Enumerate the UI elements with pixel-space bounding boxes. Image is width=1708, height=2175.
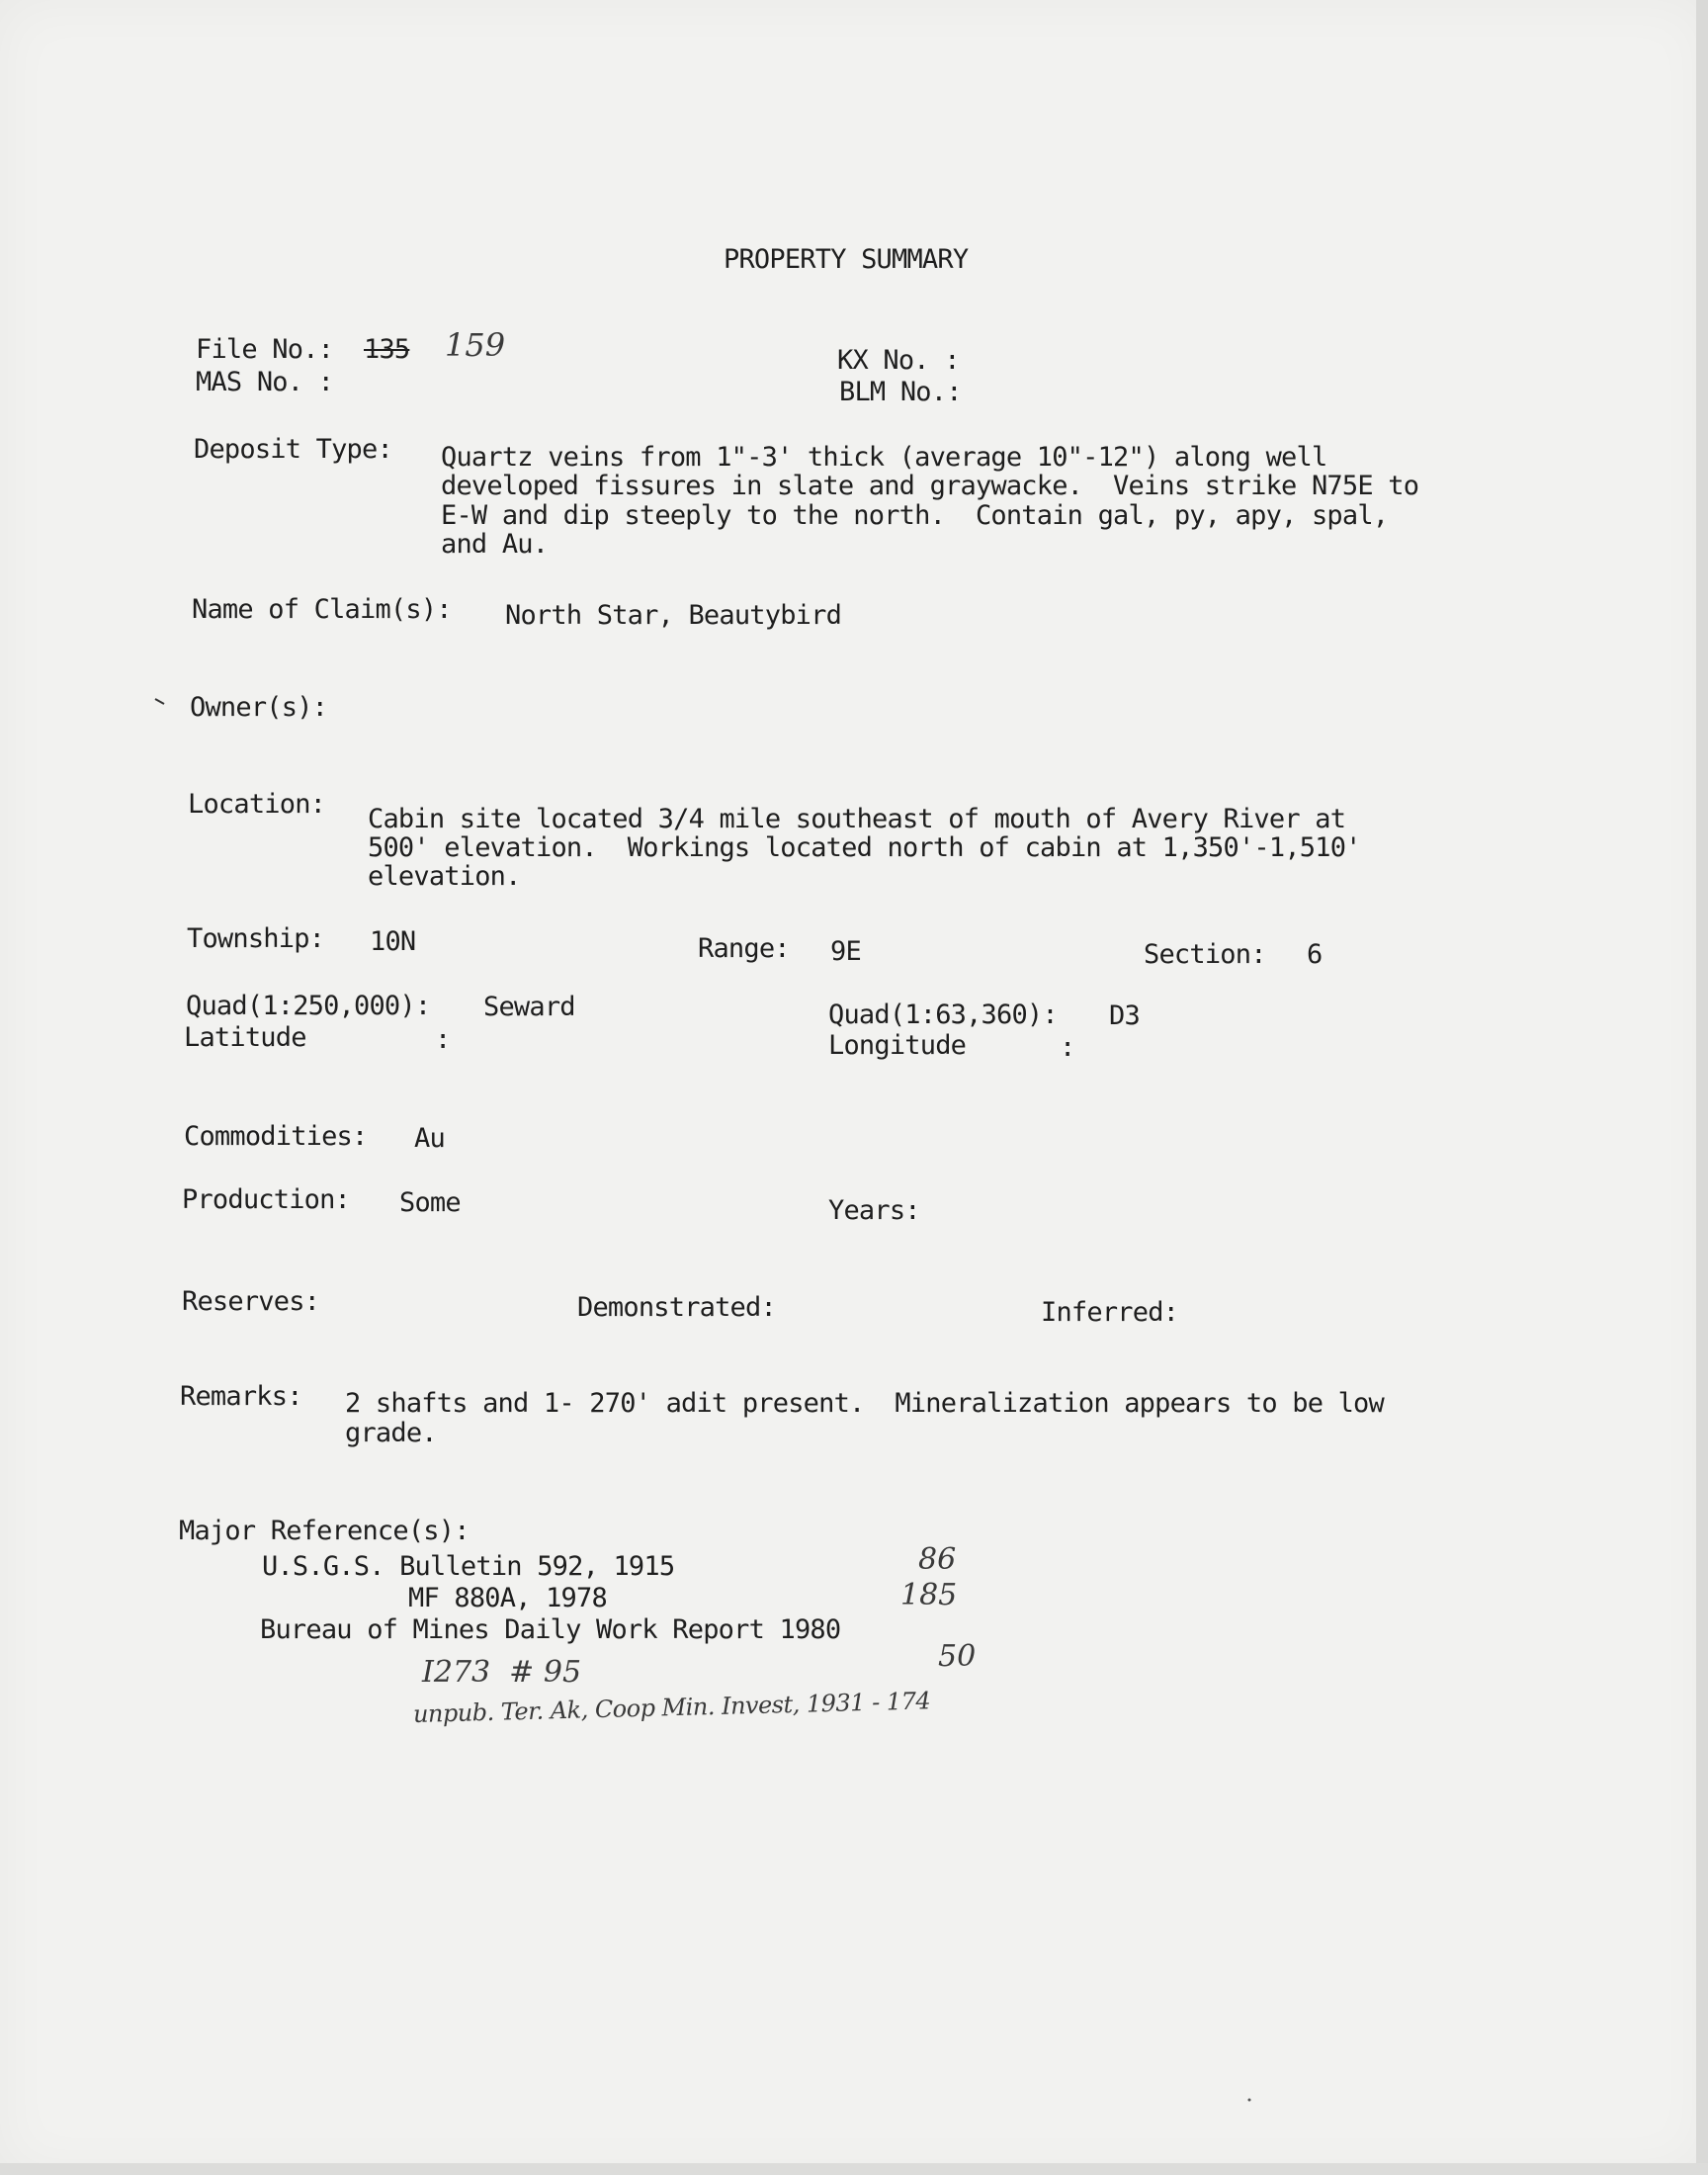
years-label: Years: bbox=[828, 1195, 920, 1226]
reference-page: 50 bbox=[938, 1639, 977, 1674]
production-label: Production: bbox=[182, 1184, 351, 1215]
latitude-colon: : bbox=[435, 1024, 451, 1055]
kx-no-label: KX No. : bbox=[837, 345, 960, 376]
latitude-label: Latitude bbox=[184, 1022, 306, 1053]
scan-edge-right bbox=[1696, 0, 1708, 2175]
quad-250-value: Seward bbox=[483, 992, 575, 1022]
section-value: 6 bbox=[1307, 939, 1323, 970]
page-title: PROPERTY SUMMARY bbox=[724, 244, 969, 275]
range-label: Range: bbox=[698, 933, 790, 964]
deposit-type-line: and Au. bbox=[441, 529, 549, 560]
commodities-value: Au bbox=[414, 1123, 445, 1154]
remarks-line: 2 shafts and 1- 270' adit present. Mineralization appears to be low bbox=[345, 1388, 1384, 1419]
file-no-label: File No.: bbox=[196, 334, 334, 365]
owners-label: Owner(s): bbox=[190, 692, 328, 723]
location-line: Cabin site located 3/4 mile southeast of mouth of Avery River at bbox=[368, 804, 1346, 834]
reference-item: Bureau of Mines Daily Work Report 1980 bbox=[260, 1614, 841, 1645]
handwritten-reference: unpub. Ter. Ak, Coop Min. Invest, 1931 - 174 bbox=[412, 1687, 931, 1728]
deposit-type-line: E-W and dip steeply to the north. Contain gal, py, apy, spal, bbox=[441, 500, 1389, 531]
section-label: Section: bbox=[1144, 939, 1266, 970]
range-value: 9E bbox=[830, 936, 861, 967]
file-no-struck-value: 135 bbox=[364, 334, 410, 365]
commodities-label: Commodities: bbox=[184, 1121, 368, 1152]
reference-page: 86 bbox=[918, 1542, 957, 1577]
remarks-label: Remarks: bbox=[180, 1381, 302, 1412]
deposit-type-line: Quartz veins from 1"-3' thick (average 10"-12") along well bbox=[441, 442, 1327, 473]
deposit-type-label: Deposit Type: bbox=[194, 434, 392, 465]
location-label: Location: bbox=[188, 789, 326, 820]
quad-250-label: Quad(1:250,000): bbox=[186, 991, 431, 1021]
remarks-line: grade. bbox=[345, 1418, 437, 1448]
handwritten-reference: I273 # 95 bbox=[422, 1655, 582, 1690]
references-label: Major Reference(s): bbox=[179, 1516, 470, 1546]
scan-mark bbox=[153, 697, 167, 707]
claims-label: Name of Claim(s): bbox=[192, 594, 452, 625]
claims-value: North Star, Beautybird bbox=[505, 600, 842, 631]
blm-no-label: BLM No.: bbox=[839, 377, 962, 407]
location-line: 500' elevation. Workings located north of cabin at 1,350'-1,510' bbox=[368, 832, 1361, 863]
mas-no-label: MAS No. : bbox=[196, 367, 334, 397]
township-value: 10N bbox=[370, 926, 416, 957]
file-no-handwritten-value: 159 bbox=[445, 326, 506, 364]
reserves-label: Reserves: bbox=[182, 1286, 320, 1317]
reference-item: MF 880A, 1978 bbox=[408, 1583, 607, 1613]
production-value: Some bbox=[399, 1187, 461, 1218]
location-line: elevation. bbox=[368, 861, 521, 892]
scan-speck bbox=[1245, 2096, 1253, 2104]
longitude-colon: : bbox=[1060, 1032, 1075, 1063]
quad-63-value: D3 bbox=[1109, 1000, 1140, 1031]
demonstrated-label: Demonstrated: bbox=[577, 1292, 776, 1323]
inferred-label: Inferred: bbox=[1041, 1297, 1179, 1328]
quad-63-label: Quad(1:63,360): bbox=[828, 1000, 1058, 1030]
scan-edge-bottom bbox=[0, 2163, 1708, 2175]
reference-item: U.S.G.S. Bulletin 592, 1915 bbox=[262, 1551, 675, 1582]
township-label: Township: bbox=[187, 923, 325, 954]
longitude-label: Longitude bbox=[828, 1030, 967, 1061]
reference-page: 185 bbox=[900, 1578, 958, 1612]
deposit-type-line: developed fissures in slate and graywacke. Veins strike N75E to bbox=[441, 471, 1419, 501]
